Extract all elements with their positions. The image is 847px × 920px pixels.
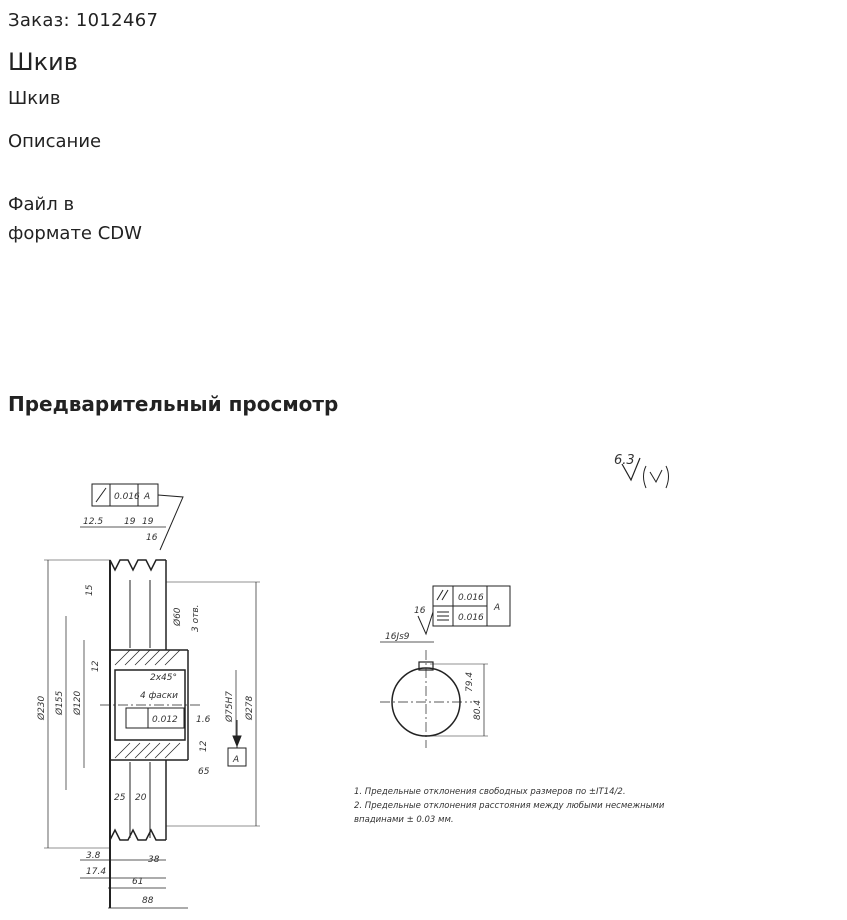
dim-25: 25: [114, 793, 126, 803]
dim-65: 65: [198, 767, 210, 777]
dim-230: Ø230: [37, 695, 47, 720]
dim-88: 88: [142, 896, 154, 906]
dim-80: 80.4: [473, 699, 483, 720]
dim-3otv: 3 отв.: [191, 604, 201, 632]
sym-tolerance: 0.016: [458, 613, 484, 623]
parallel-tolerance: 0.016: [458, 593, 484, 603]
order-number: Заказ: 1012467: [8, 10, 159, 31]
pulley-drawing-preview: [0, 440, 847, 916]
dim-17-4: 17.4: [86, 867, 107, 877]
dim-155: Ø155: [55, 690, 65, 715]
dim-1-6: 1.6: [196, 715, 211, 725]
roughness-value: 6.3: [614, 453, 635, 468]
description-label: Описание: [8, 131, 102, 152]
dim-120: Ø120: [73, 690, 83, 715]
parallel-datum: A: [494, 603, 501, 613]
note-3: впадинами ± 0.03 мм.: [354, 815, 454, 825]
dim-15: 15: [85, 584, 95, 596]
dim-61: 61: [132, 877, 144, 887]
note-2: 2. Предельные отклонения расстояния между любыми несмежными: [354, 801, 665, 811]
dim-19b: 19: [142, 517, 154, 527]
preview-heading: Предварительный просмотр: [8, 392, 339, 416]
dim-12a: 12: [91, 660, 101, 672]
datum-a: A: [233, 755, 240, 765]
dim-278: Ø278: [245, 695, 255, 720]
dim-79-4: 79.4: [465, 671, 475, 692]
dim-3-8: 3.8: [86, 851, 101, 861]
dim-12-5: 12.5: [83, 517, 104, 527]
dim-2x45: 2х45°: [150, 673, 178, 683]
product-subtitle: Шкив: [8, 88, 61, 109]
dim-16-key: 16: [414, 606, 426, 616]
cyl-tolerance: 0.012: [152, 715, 178, 725]
runout-tolerance: 0.016: [114, 492, 140, 502]
file-format-link-line2[interactable]: формате CDW: [8, 223, 142, 244]
dim-4faski: 4 фаски: [140, 691, 179, 701]
dim-38: 38: [148, 855, 160, 865]
note-1: 1. Предельные отклонения свободных размеров по ±IT14/2.: [354, 787, 626, 797]
dim-60: Ø60: [173, 607, 183, 626]
dim-20: 20: [135, 793, 147, 803]
dim-19a: 19: [124, 517, 136, 527]
file-format-link-line1[interactable]: Файл в: [8, 194, 75, 215]
dim-12b: 12: [199, 740, 209, 752]
dim-16: 16: [146, 533, 158, 543]
dim-75h7: Ø75H7: [225, 690, 235, 722]
dim-16js9: 16Js9: [385, 632, 410, 642]
product-title: Шкив: [8, 48, 78, 76]
runout-datum: A: [144, 492, 151, 502]
